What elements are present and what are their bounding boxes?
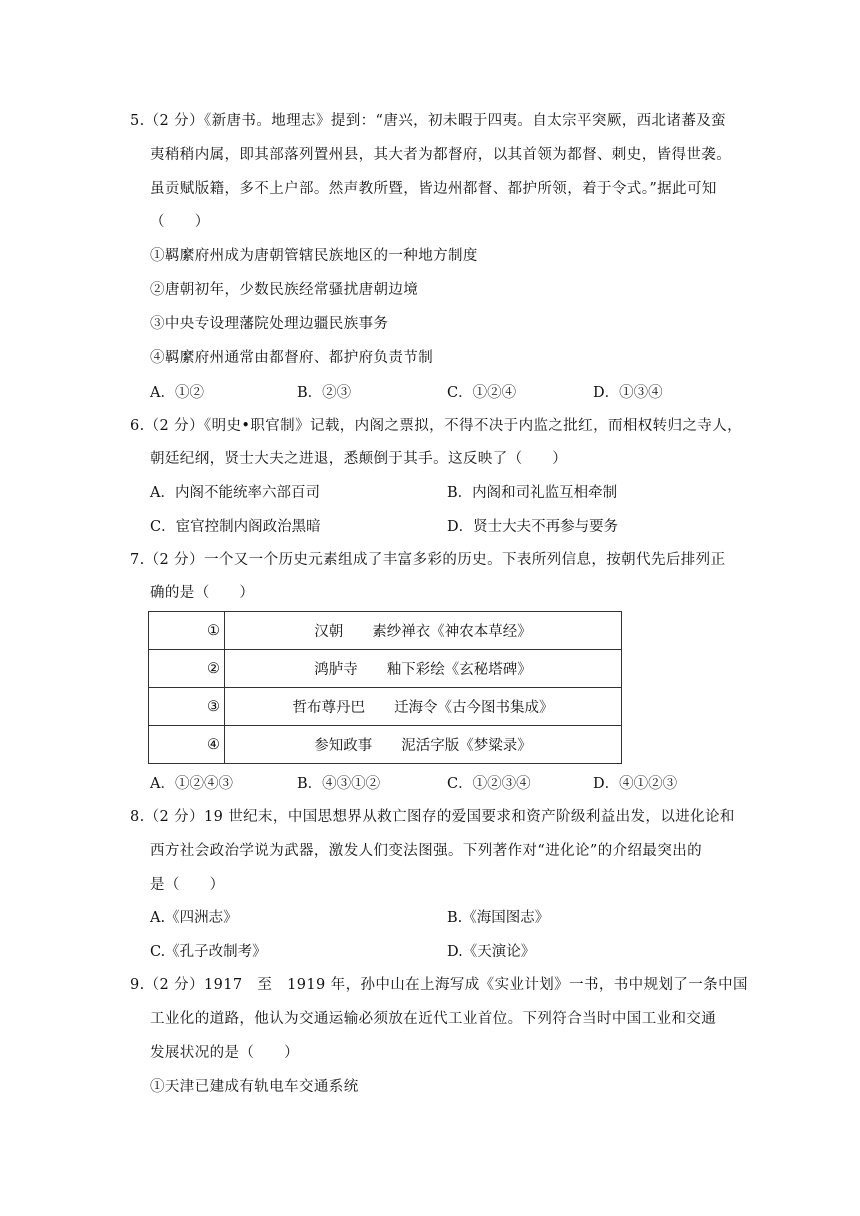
q6-option-a[interactable]: A．内阁不能统率六部百司	[150, 485, 320, 501]
q5-item: ②唐朝初年，少数民族经常骚扰唐朝边境	[150, 282, 419, 298]
table-row	[149, 688, 622, 726]
q5-option-a[interactable]: A．①②	[150, 385, 204, 401]
q5-item: ③中央专设理藩院处理边疆民族事务	[150, 316, 389, 332]
q9-item: ①天津已建成有轨电车交通系统	[150, 1079, 359, 1095]
q5-option-b[interactable]: B．②③	[297, 385, 352, 401]
q8-option-a[interactable]: A.《四洲志》	[150, 910, 238, 926]
row-number: ①	[149, 612, 225, 650]
q6-stem-line: 6.（2 分）《明史•职官制》记载，内阁之票拟，不得不决于内监之批红，而相权转归之寺人，	[130, 418, 743, 434]
q7-option-d[interactable]: D．④①②③	[593, 776, 678, 792]
table-row	[149, 612, 622, 650]
q8-stem-line: 是（ ）	[150, 877, 225, 893]
q5-stem-line: （ ）	[150, 214, 210, 230]
row-number: ③	[149, 688, 225, 726]
q9-stem-line: 发展状况的是（ ）	[150, 1045, 299, 1061]
q5-option-c[interactable]: C．①②④	[447, 385, 517, 401]
table-row	[149, 650, 622, 688]
q7-stem-line: 确的是（ ）	[150, 585, 255, 601]
q5-stem-line: 夷稍稍内属，即其部落列置州县，其大者为都督府，以其首领为都督、刺史，皆得世袭。	[150, 147, 732, 163]
q6-option-d[interactable]: D．贤士大夫不再参与要务	[447, 519, 619, 535]
row-content: 鸿胪寺 釉下彩绘《玄秘塔碑》	[225, 650, 622, 688]
q7-info-table	[148, 611, 622, 764]
row-content: 汉朝 素纱禅衣《神农本草经》	[225, 612, 622, 650]
row-content: 哲布尊丹巴 迁海令《古今图书集成》	[225, 688, 622, 726]
q8-stem-line: 8.（2 分）19 世纪末，中国思想界从救亡图存的爱国要求和资产阶级利益出发，以进化论和	[130, 809, 735, 825]
q5-option-d[interactable]: D．①③④	[593, 385, 663, 401]
q8-stem-line: 西方社会政治学说为武器，激发人们变法图强。下列著作对“进化论”的介绍最突出的	[150, 843, 703, 859]
q7-option-c[interactable]: C．①②③④	[447, 776, 531, 792]
row-content: 参知政事 泥活字版《梦粱录》	[225, 726, 622, 764]
q5-stem-line: 虽贡赋版籍，多不上户部。然声教所暨，皆边州都督、都护所领，着于令式。”据此可知	[150, 181, 717, 197]
q8-option-b[interactable]: B.《海国图志》	[447, 910, 550, 926]
q8-option-d[interactable]: D.《天演论》	[447, 944, 536, 960]
q6-stem-line: 朝廷纪纲，贤士大夫之进退，悉颠倒于其手。这反映了（ ）	[150, 451, 568, 467]
q7-stem-line: 7.（2 分）一个又一个历史元素组成了丰富多彩的历史。下表所列信息，按朝代先后排列正	[130, 552, 726, 568]
q9-stem-line: 工业化的道路，他认为交通运输必须放在近代工业首位。下列符合当时中国工业和交通	[150, 1011, 717, 1027]
q5-item: ①羁縻府州成为唐朝管辖民族地区的一种地方制度	[150, 248, 478, 264]
q8-option-c[interactable]: C.《孔子改制考》	[150, 944, 267, 960]
q5-item: ④羁縻府州通常由都督府、都护府负责节制	[150, 350, 434, 366]
q6-option-b[interactable]: B．内阁和司礼监互相牵制	[447, 485, 618, 501]
q7-option-b[interactable]: B．④③①②	[297, 776, 381, 792]
row-number: ②	[149, 650, 225, 688]
table-row	[149, 726, 622, 764]
q7-option-a[interactable]: A．①②④③	[150, 776, 233, 792]
q5-stem-line: 5.（2 分）《新唐书。地理志》提到：“唐兴，初未暇于四夷。自太宗平突厥，西北诸蕃及蛮	[130, 113, 727, 129]
q6-option-c[interactable]: C．宦官控制内阁政治黑暗	[150, 519, 321, 535]
row-number: ④	[149, 726, 225, 764]
q9-stem-line: 9.（2 分）1917 至 1919 年，孙中山在上海写成《实业计划》一书，书中规划了一条中国	[130, 977, 748, 993]
